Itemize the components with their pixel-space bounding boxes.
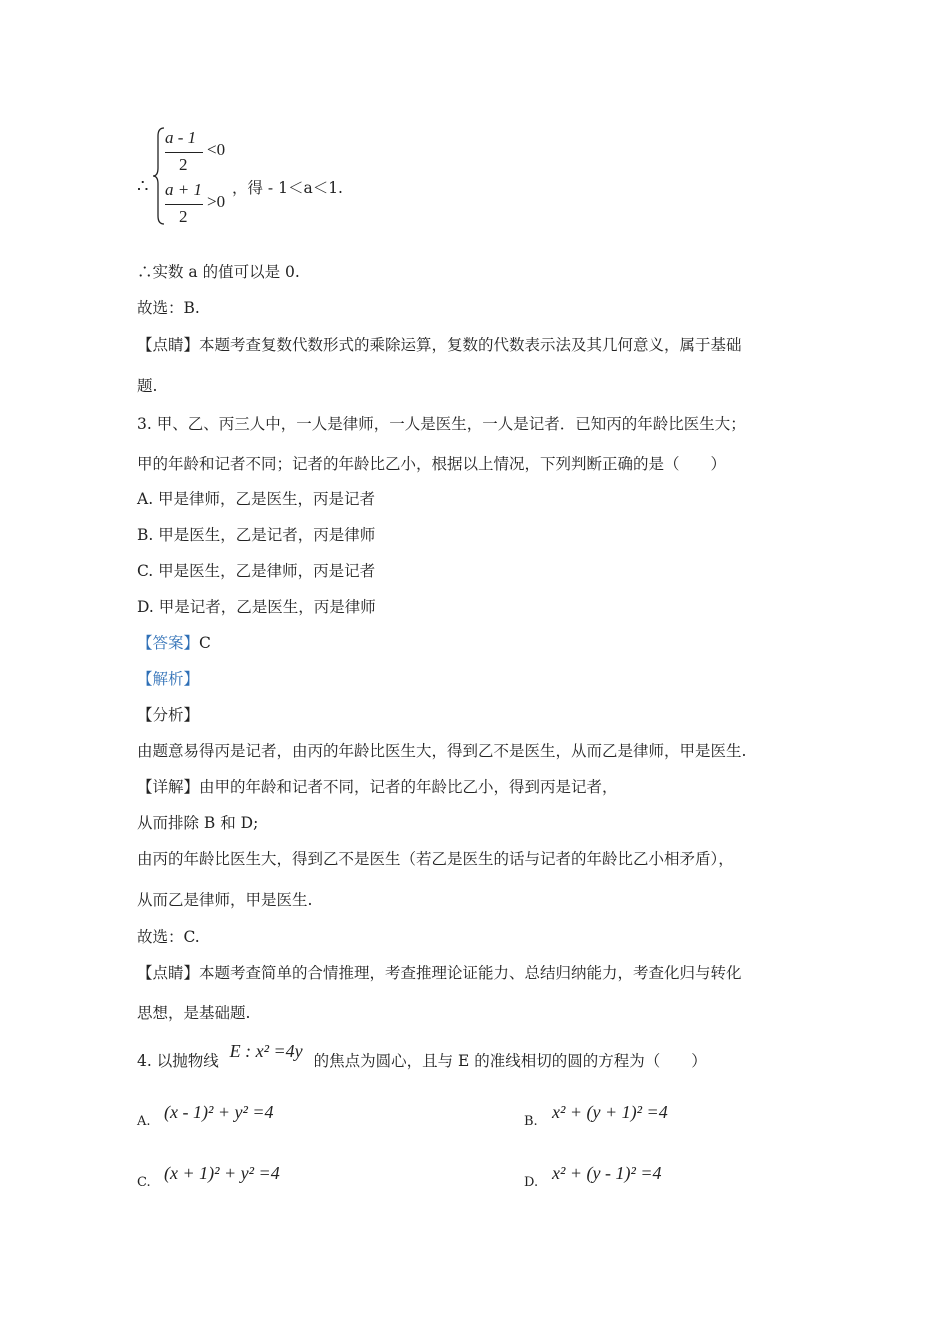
detail-line-2: 从而排除 B 和 D; [137, 814, 259, 832]
fenxi-text: 由题意易得丙是记者，由丙的年龄比医生大，得到乙不是医生，从而乙是律师，甲是医生. [137, 742, 747, 760]
answer-line [137, 633, 211, 653]
numerator-1: a - 1 [165, 128, 197, 147]
detail-line-1: 【详解】由甲的年龄和记者不同，记者的年龄比乙小，得到丙是记者， [137, 778, 618, 796]
system-result: ，得 - 1＜a＜1. [232, 179, 343, 197]
detail-line-4: 从而乙是律师，甲是医生. [137, 891, 313, 909]
q4-option-b-formula: x² + (y + 1)² =4 [552, 1102, 668, 1122]
left-brace [152, 126, 166, 226]
option-a: A. 甲是律师，乙是医生，丙是记者 [137, 490, 376, 508]
q4-option-c-label: C. [137, 1175, 151, 1190]
question-4 [137, 1041, 707, 1071]
question-4-suffix: 的焦点为圆心，且与 E 的准线相切的圆的方程为（ ） [313, 1052, 707, 1070]
relation-1: <0 [207, 140, 226, 159]
relation-2: >0 [207, 192, 226, 211]
q4-option-d-formula: x² + (y - 1)² =4 [552, 1163, 662, 1183]
question-3-line-2: 甲的年龄和记者不同；记者的年龄比乙小，根据以上情况，下列判断正确的是（ ） [137, 455, 727, 473]
answer-tag: 【答案】 [137, 634, 200, 652]
comment-line-1a: 【点睛】本题考查复数代数形式的乘除运算，复数的代数表示法及其几何意义，属于基础 [137, 336, 742, 354]
answer-value: C [199, 634, 211, 652]
denominator-1: 2 [179, 155, 188, 174]
comment-line-2b: 思想，是基础题. [137, 1004, 251, 1022]
comment-line-1b: 题. [137, 377, 158, 395]
conclusion-line: ∴实数 a 的值可以是 0. [137, 263, 300, 281]
choice-line-1: 故选：B. [137, 299, 200, 317]
option-b: B. 甲是医生，乙是记者，丙是律师 [137, 526, 376, 544]
q4-option-b-label: B. [524, 1114, 538, 1129]
question-3-line-1: 3. 甲、乙、丙三人中，一人是律师，一人是医生，一人是记者．已知丙的年龄比医生大； [137, 415, 746, 433]
detail-line-3: 由丙的年龄比医生大，得到乙不是医生（若乙是医生的话与记者的年龄比乙小相矛盾）， [137, 850, 734, 868]
q4-option-a-label: A. [137, 1114, 151, 1129]
q4-option-c-formula: (x + 1)² + y² =4 [164, 1163, 280, 1183]
therefore-symbol: ∴ [137, 176, 149, 197]
numerator-2: a + 1 [165, 180, 202, 199]
choice-line-2: 故选：C. [137, 928, 200, 946]
denominator-2: 2 [179, 207, 188, 226]
q4-option-a-formula: (x - 1)² + y² =4 [164, 1102, 274, 1122]
comment-line-2a: 【点睛】本题考查简单的合情推理，考查推理论证能力、总结归纳能力，考查化归与转化 [137, 964, 742, 982]
question-4-formula: E : x² =4y [229, 1041, 303, 1061]
fenxi-tag: 【分析】 [137, 706, 200, 724]
q4-option-d-label: D. [524, 1175, 539, 1190]
question-4-prefix: 4. 以抛物线 [137, 1052, 219, 1070]
analysis-tag: 【解析】 [137, 670, 200, 688]
option-c: C. 甲是医生，乙是律师，丙是记者 [137, 562, 376, 580]
option-d: D. 甲是记者，乙是医生，丙是律师 [137, 598, 376, 616]
